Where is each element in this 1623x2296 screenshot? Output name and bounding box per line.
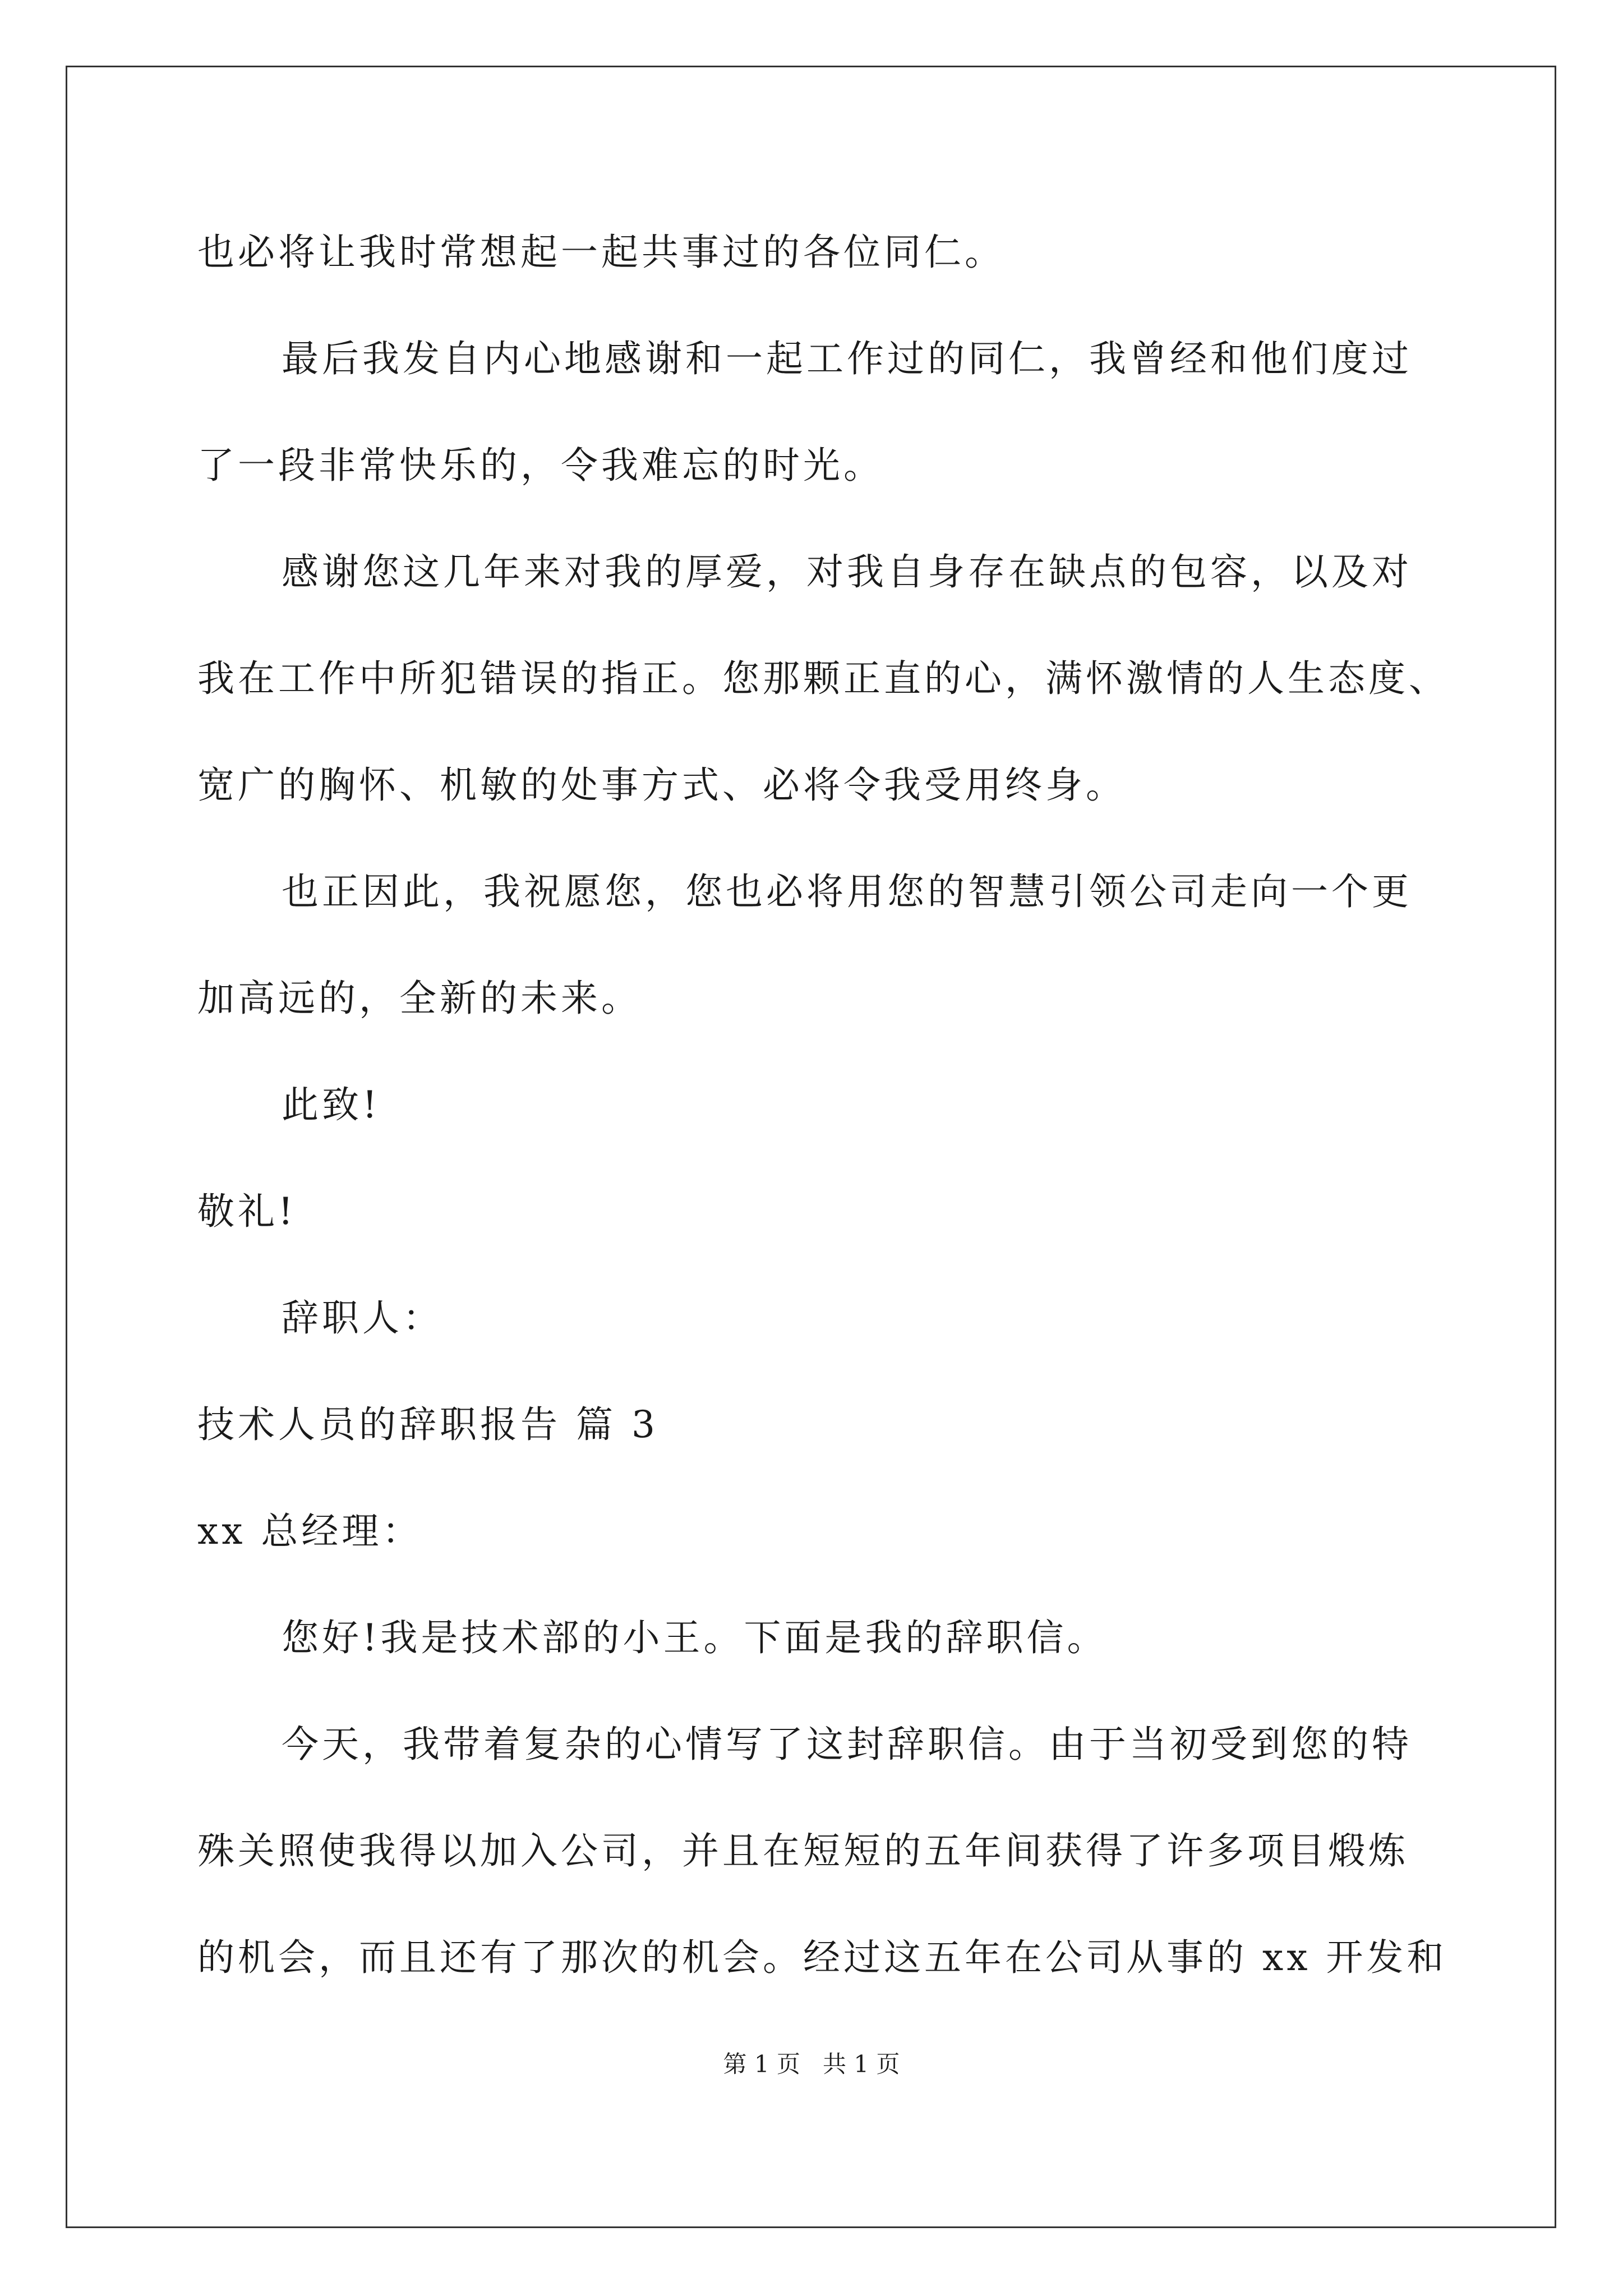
salutation-respect: 敬礼! [197,1190,297,1233]
text-line: 感谢您这几年来对我的厚爱，对我自身存在缺点的包容，以及对 [282,550,1412,593]
text-line: 也必将让我时常想起一起共事过的各位同仁。 [197,231,1005,274]
signature-label: 辞职人： [282,1296,443,1340]
text-line: 加高远的，全新的未来。 [197,977,642,1020]
text-line: 殊关照使我得以加入公司，并且在短短的五年间获得了许多项目煅炼 [197,1829,1409,1872]
text-line: 宽广的胸怀、机敏的处事方式、必将令我受用终身。 [197,763,1126,807]
text-line: 了一段非常快乐的，令我难忘的时光。 [197,444,884,487]
text-line: 您好!我是技术部的小王。下面是我的辞职信。 [282,1616,1108,1659]
text-line: 最后我发自内心地感谢和一起工作过的同仁，我曾经和他们度过 [282,337,1412,380]
page-border [66,66,1556,2228]
page-footer: 第 1 页 共 1 页 [723,2050,900,2078]
salutation-closing: 此致! [282,1083,381,1126]
text-line: 今天，我带着复杂的心情写了这封辞职信。由于当初受到您的特 [282,1723,1412,1766]
text-line: 我在工作中所犯错误的指正。您那颗正直的心，满怀激情的人生态度、 [197,657,1449,700]
text-line: 的机会，而且还有了那次的机会。经过这五年在公司从事的 xx 开发和 [197,1936,1447,1979]
addressee: xx 总经理： [197,1510,423,1553]
section-title: 技术人员的辞职报告 篇 3 [197,1403,658,1446]
text-line: 也正因此，我祝愿您，您也必将用您的智慧引领公司走向一个更 [282,870,1412,913]
